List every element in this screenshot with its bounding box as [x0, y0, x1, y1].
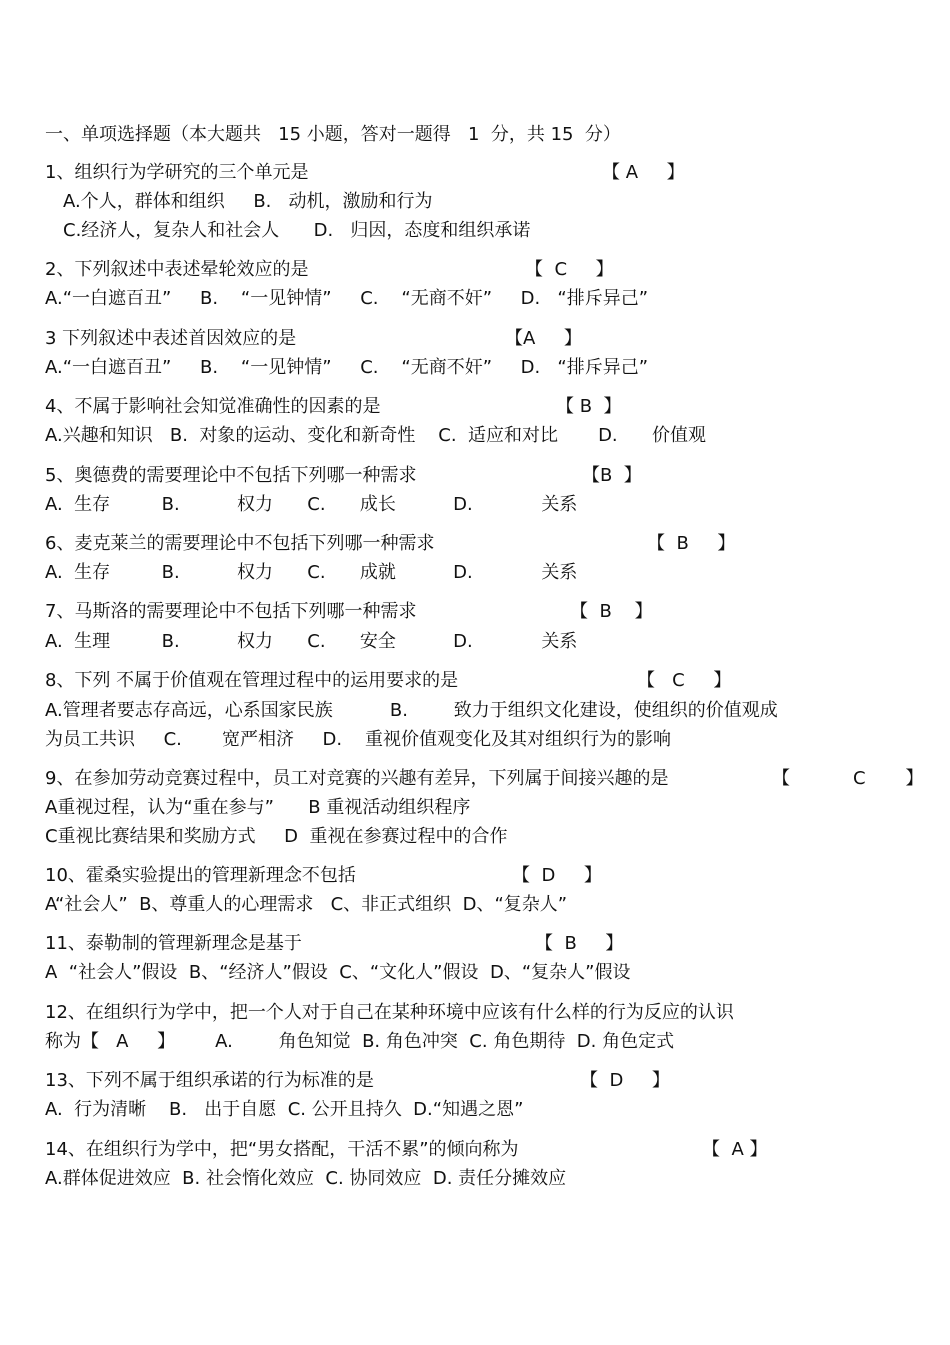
- answer-bracket: 【 D 】: [580, 1070, 670, 1091]
- option-line: A “社会人”假设 B、“经济人”假设 C、“文化人”假设 D、“复杂人”假设: [45, 962, 631, 983]
- option-line: A.“一白遮百丑” B. “一见钟情” C. “无商不奸” D. “排斥异己”: [45, 288, 649, 309]
- question-stem: 2、下列叙述中表述晕轮效应的是: [45, 259, 309, 280]
- question-stem: 11、泰勒制的管理新理念是基于: [45, 933, 302, 954]
- section-heading: 一、单项选择题（本大题共 15 小题，答对一题得 1 分，共 15 分）: [45, 124, 621, 145]
- question-stem: 4、不属于影响社会知觉准确性的因素的是: [45, 396, 381, 417]
- option-line: A. 生存 B. 权力 C. 成长 D. 关系: [45, 494, 578, 515]
- answer-bracket: 【 C 】: [525, 259, 614, 280]
- answer-bracket: 【 C 】: [637, 670, 732, 691]
- answer-bracket: 【B 】: [582, 465, 642, 486]
- answer-bracket: 【 B 】: [647, 533, 736, 554]
- option-line: A.“一白遮百丑” B. “一见钟情” C. “无商不奸” D. “排斥异己”: [45, 357, 649, 378]
- option-line: C重视比赛结果和奖励方式 D 重视在参赛过程中的合作: [45, 826, 508, 847]
- answer-bracket: 【 D 】: [512, 865, 602, 886]
- question-stem: 10、霍桑实验提出的管理新理念不包括: [45, 865, 356, 886]
- option-line: A“社会人” B、尊重人的心理需求 C、非正式组织 D、“复杂人”: [45, 894, 568, 915]
- answer-bracket: 【 C 】: [772, 768, 924, 789]
- option-line: C.经济人，复杂人和社会人 D. 归因，态度和组织承诺: [63, 220, 531, 241]
- option-line: 称为【 A 】 A. 角色知觉 B. 角色冲突 C. 角色期待 D. 角色定式: [45, 1031, 675, 1052]
- answer-bracket: 【 B 】: [556, 396, 622, 417]
- question-stem: 3 下列叙述中表述首因效应的是: [45, 328, 297, 349]
- option-line: A.兴趣和知识 B. 对象的运动、变化和新奇性 C. 适应和对比 D. 价值观: [45, 425, 706, 446]
- option-line: A. 生理 B. 权力 C. 安全 D. 关系: [45, 631, 578, 652]
- question-stem: 1、组织行为学研究的三个单元是: [45, 162, 309, 183]
- option-line: A重视过程，认为“重在参与” B 重视活动组织程序: [45, 797, 471, 818]
- answer-bracket: 【 B 】: [535, 933, 624, 954]
- question-stem: 7、马斯洛的需要理论中不包括下列哪一种需求: [45, 601, 417, 622]
- question-stem: 12、在组织行为学中，把一个人对于自己在某种环境中应该有什么样的行为反应的认识: [45, 1002, 734, 1023]
- option-line: 为员工共识 C. 宽严相济 D. 重视价值观变化及其对组织行为的影响: [45, 729, 672, 750]
- answer-bracket: 【 A 】: [702, 1139, 768, 1160]
- question-stem: 13、下列不属于组织承诺的行为标准的是: [45, 1070, 374, 1091]
- question-stem: 6、麦克莱兰的需要理论中不包括下列哪一种需求: [45, 533, 435, 554]
- answer-bracket: 【 A 】: [602, 162, 685, 183]
- answer-bracket: 【A 】: [505, 328, 582, 349]
- option-line: A.群体促进效应 B. 社会惰化效应 C. 协同效应 D. 责任分摊效应: [45, 1168, 567, 1189]
- question-stem: 5、奥德费的需要理论中不包括下列哪一种需求: [45, 465, 417, 486]
- answer-bracket: 【 B 】: [570, 601, 653, 622]
- option-line: A.管理者要志存高远，心系国家民族 B. 致力于组织文化建设，使组织的价值观成: [45, 700, 778, 721]
- question-stem: 9、在参加劳动竞赛过程中，员工对竞赛的兴趣有差异，下列属于间接兴趣的是: [45, 768, 669, 789]
- option-line: A. 行为清晰 B. 出于自愿 C. 公开且持久 D.“知遇之恩”: [45, 1099, 524, 1120]
- option-line: A. 生存 B. 权力 C. 成就 D. 关系: [45, 562, 578, 583]
- option-line: A.个人，群体和组织 B. 动机，激励和行为: [63, 191, 433, 212]
- question-stem: 14、在组织行为学中，把“男女搭配，干活不累”的倾向称为: [45, 1139, 519, 1160]
- question-stem: 8、下列 不属于价值观在管理过程中的运用要求的是: [45, 670, 459, 691]
